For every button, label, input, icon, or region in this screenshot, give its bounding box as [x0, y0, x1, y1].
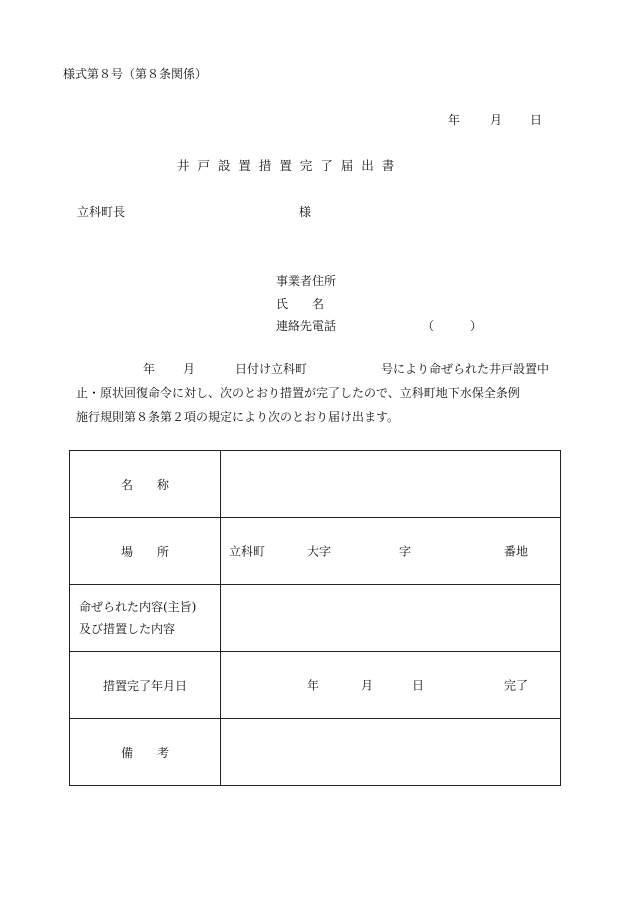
content-label	[70, 585, 221, 652]
date-day-label: 日	[530, 113, 543, 127]
date-month-label: 月	[490, 113, 503, 127]
completion-done: 完了	[504, 678, 529, 693]
body-line1-year: 年	[143, 362, 156, 376]
body-line1-date: 日付け立科町	[235, 362, 308, 376]
place-aza: 字	[399, 544, 412, 559]
name-label: 名 称	[70, 451, 221, 518]
page-title: 井 戸 設 置 措 置 完 了 届 出 書	[177, 158, 397, 173]
place-town: 立科町	[229, 544, 266, 559]
body-line3: 施行規則第８条第２項の規定により次のとおり届け出ます。	[76, 410, 400, 424]
body-line2: 止・原状回復命令に対し、次のとおり措置が完了したので、立科町地下水保全条例	[76, 386, 520, 400]
completion-year: 年	[307, 678, 320, 693]
completion-month: 月	[361, 678, 374, 693]
table-row-remarks	[70, 719, 561, 786]
date-year-label: 年	[448, 113, 461, 127]
addressee-honorific: 様	[299, 205, 312, 219]
applicant-phone-paren: （ ）	[422, 319, 483, 333]
table-row-name	[70, 451, 561, 518]
report-table	[69, 450, 561, 786]
place-value	[221, 518, 561, 585]
content-label-line2: 及び措置した内容	[79, 622, 176, 636]
table-row-completion	[70, 652, 561, 719]
name-value	[221, 451, 561, 518]
place-banchi: 番地	[504, 544, 529, 559]
place-label: 場 所	[70, 518, 221, 585]
table-row-place	[70, 518, 561, 585]
applicant-address-label: 事業者住所	[276, 274, 337, 288]
applicant-phone-label: 連絡先電話	[276, 319, 337, 333]
addressee-name: 立科町長	[77, 205, 126, 219]
completion-label: 措置完了年月日	[70, 652, 221, 719]
completion-day: 日	[412, 678, 425, 693]
remarks-value	[221, 719, 561, 786]
place-oaza: 大字	[307, 544, 332, 559]
applicant-name-label: 氏 名	[276, 297, 325, 311]
table-row-content	[70, 585, 561, 652]
body-line1-rest: 号により命ぜられた井戸設置中	[381, 362, 550, 376]
form-number: 様式第８号（第８条関係）	[63, 67, 208, 81]
remarks-label: 備 考	[70, 719, 221, 786]
body-line1-month: 月	[183, 362, 196, 376]
content-label-line1: 命ぜられた内容(主旨)	[79, 600, 197, 614]
content-value	[221, 585, 561, 652]
completion-value	[221, 652, 561, 719]
